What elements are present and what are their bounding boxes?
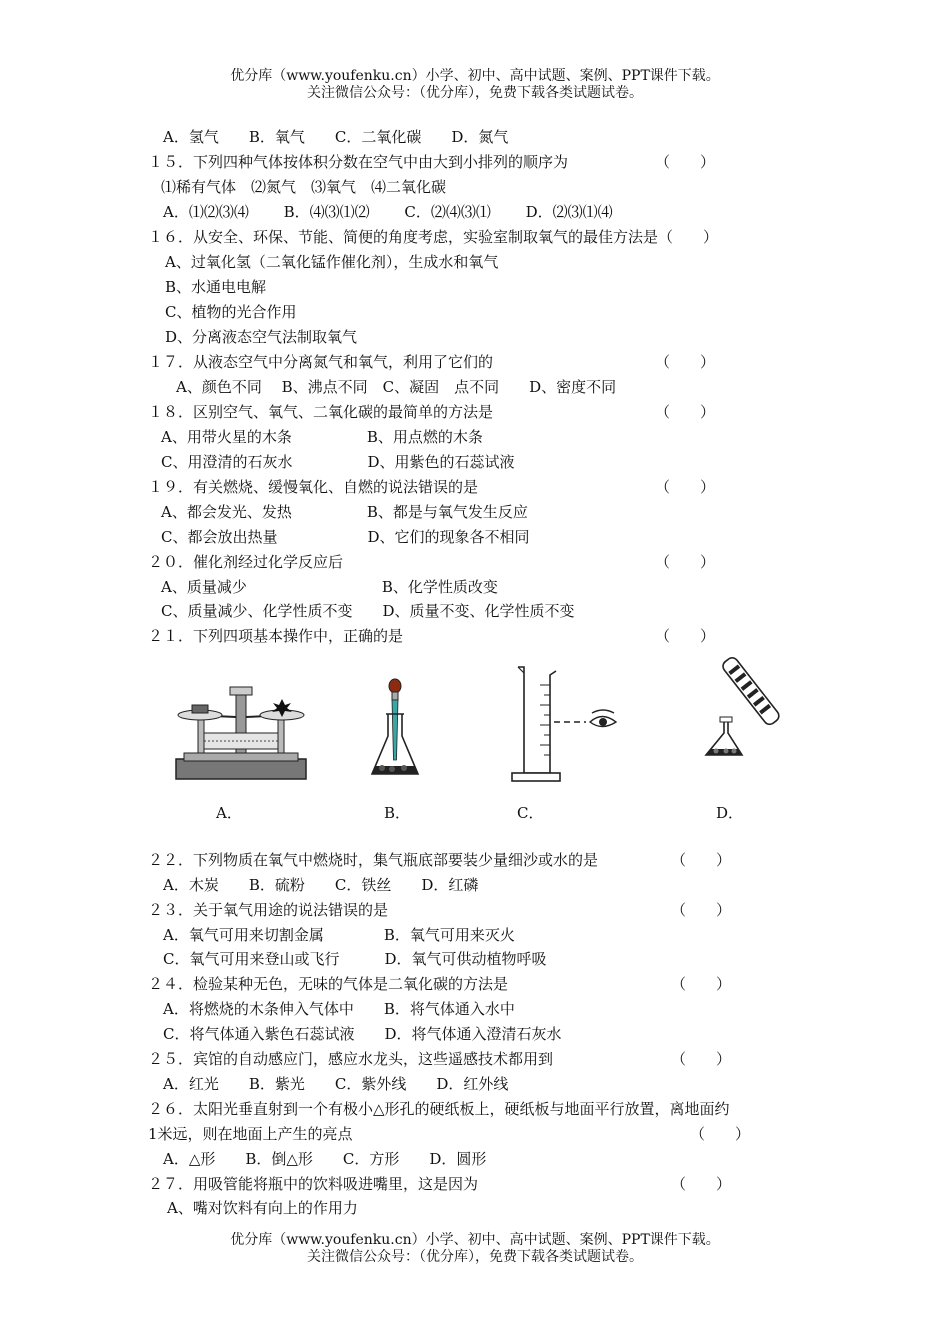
q19-options-cd: C、都会放出热量 D、它们的现象各不相同 — [161, 528, 530, 546]
page-header — [0, 68, 950, 102]
q24-options-ab: A．将燃烧的木条伸入气体中 B．将气体通入水中 — [163, 1000, 515, 1018]
header-line-2: 关注微信公众号：（优分库），免费下载各类试题试卷。 — [307, 85, 643, 101]
q15-answer-paren: （ ） — [655, 153, 716, 171]
q16-stem: １６．从安全、环保、节能、简便的角度考虑，实验室制取氧气的最佳方法是（ ） — [148, 228, 719, 246]
figure-d-pouring — [698, 655, 790, 773]
q27-stem: ２７．用吸管能将瓶中的饮料吸进嘴里，这是因为 — [148, 1175, 479, 1193]
q16-option-a: A、过氧化氢（二氧化锰作催化剂），生成水和氧气 — [165, 253, 499, 271]
q15-stem: １５．下列四种气体按体积分数在空气中由大到小排列的顺序为 — [148, 153, 569, 171]
q22-options: A．木炭 B．硫粉 C．铁丝 D．红磷 — [163, 876, 479, 894]
figure-label-c: C． — [517, 804, 544, 822]
q18-stem: １８．区别空气、氧气、二氧化碳的最简单的方法是 — [148, 403, 494, 421]
q23-options-cd: C．氧气可用来登山或飞行 D．氧气可供动植物呼吸 — [163, 950, 547, 968]
figure-label-a: A． — [216, 804, 242, 822]
q20-answer-paren: （ ） — [655, 553, 716, 571]
q23-stem: ２３．关于氧气用途的说法错误的是 — [148, 901, 389, 919]
figure-label-b: B． — [384, 804, 411, 822]
figure-a-balance — [170, 685, 312, 785]
q23-options-ab: A．氧气可用来切割金属 B．氧气可用来灭火 — [163, 926, 515, 944]
q24-stem: ２４．检验某种无色，无味的气体是二氧化碳的方法是 — [148, 975, 509, 993]
q20-options-cd: C、质量减少、化学性质不变 D、质量不变、化学性质不变 — [161, 602, 575, 620]
q27-option-a: A、嘴对饮料有向上的作用力 — [167, 1199, 358, 1217]
figure-b-dropper — [368, 678, 422, 782]
q18-options-cd: C、用澄清的石灰水 D、用紫色的石蕊试液 — [161, 453, 515, 471]
q20-options-ab: A、质量减少 B、化学性质改变 — [161, 578, 498, 596]
q27-answer-paren: （ ） — [671, 1175, 732, 1193]
figure-c-cylinder — [510, 665, 630, 789]
q15-items: ⑴稀有气体 ⑵氮气 ⑶氧气 ⑷二氧化碳 — [161, 178, 447, 196]
q19-answer-paren: （ ） — [655, 478, 716, 496]
page-footer — [0, 1232, 950, 1266]
q14-options: A．氢气 B．氧气 C．二氧化碳 D．氮气 — [163, 128, 509, 146]
q26-options: A．△形 B．倒△形 C．方形 D．圆形 — [163, 1150, 487, 1168]
q23-answer-paren: （ ） — [671, 901, 732, 919]
q16-option-c: C、植物的光合作用 — [165, 303, 297, 321]
q26-stem-cont: 1米远，则在地面上产生的亮点 — [148, 1125, 353, 1143]
q19-stem: １９．有关燃烧、缓慢氧化、自燃的说法错误的是 — [148, 478, 479, 496]
q21-stem: ２１．下列四项基本操作中，正确的是 — [148, 627, 404, 645]
q17-options: A、颜色不同 B、沸点不同 C、凝固 点不同 D、密度不同 — [176, 378, 617, 396]
q26-stem: ２６．太阳光垂直射到一个有极小△形孔的硬纸板上，硬纸板与地面平行放置，离地面约 — [148, 1100, 730, 1118]
q18-options-ab: A、用带火星的木条 B、用点燃的木条 — [161, 428, 483, 446]
q17-answer-paren: （ ） — [655, 353, 716, 371]
q26-answer-paren: （ ） — [690, 1125, 751, 1143]
q18-answer-paren: （ ） — [655, 403, 716, 421]
q22-stem: ２２．下列物质在氧气中燃烧时，集气瓶底部要装少量细沙或水的是 — [148, 851, 599, 869]
q24-options-cd: C．将气体通入紫色石蕊试液 D．将气体通入澄清石灰水 — [163, 1025, 562, 1043]
q24-answer-paren: （ ） — [671, 975, 732, 993]
footer-line-2: 关注微信公众号：（优分库），免费下载各类试题试卷。 — [307, 1249, 643, 1265]
q16-option-d: D、分离液态空气法制取氧气 — [165, 328, 358, 346]
header-line-1: 优分库（www.youfenku.cn）小学、初中、高中试题、案例、PPT课件下载。 — [230, 68, 720, 84]
q16-option-b: B、水通电电解 — [165, 278, 267, 296]
q25-answer-paren: （ ） — [671, 1050, 732, 1068]
q17-stem: １７．从液态空气中分离氮气和氧气，利用了它们的 — [148, 353, 494, 371]
q25-stem: ２５．宾馆的自动感应门，感应水龙头，这些遥感技术都用到 — [148, 1050, 554, 1068]
figure-label-d: D． — [716, 804, 744, 822]
q15-options: A．⑴⑵⑶⑷ B．⑷⑶⑴⑵ C．⑵⑷⑶⑴ D．⑵⑶⑴⑷ — [163, 203, 613, 221]
q20-stem: ２０．催化剂经过化学反应后 — [148, 553, 344, 571]
q25-options: A．红光 B．紫光 C．紫外线 D．红外线 — [163, 1075, 509, 1093]
footer-line-1: 优分库（www.youfenku.cn）小学、初中、高中试题、案例、PPT课件下载。 — [230, 1232, 720, 1248]
q21-answer-paren: （ ） — [655, 627, 716, 645]
q19-options-ab: A、都会发光、发热 B、都是与氧气发生反应 — [161, 503, 528, 521]
q22-answer-paren: （ ） — [671, 851, 732, 869]
